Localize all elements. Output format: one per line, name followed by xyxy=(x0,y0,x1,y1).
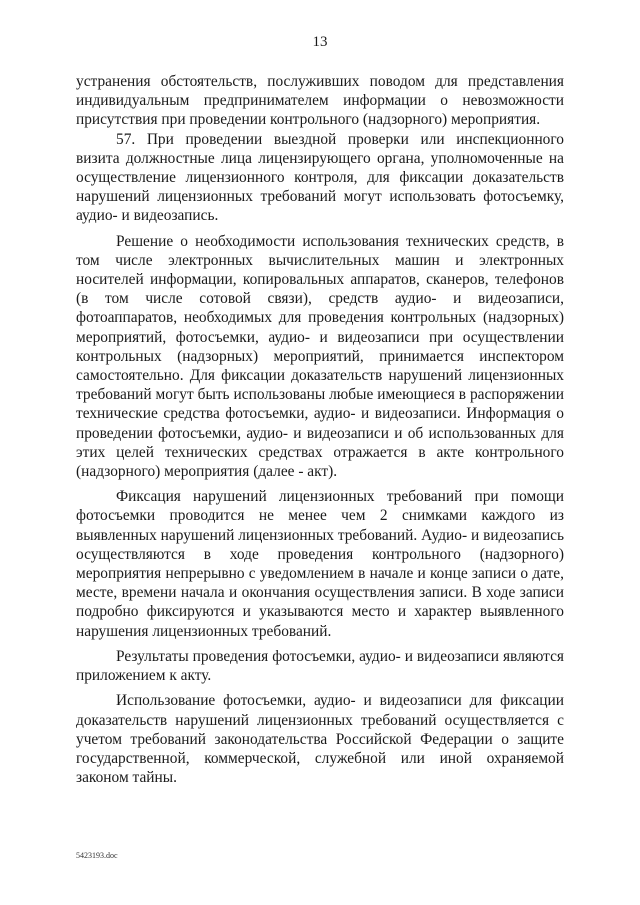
paragraph-57: 57. При проведении выездной проверки или инспекционного визита должностные лица лицензирующего органа, уполномоченные на осуществление лицензионного контроля, для фиксации доказательств нарушений лицензионных требований могут использовать фотосъемку, аудио- и видеозапись. xyxy=(76,130,564,225)
paragraph-technical-means-decision: Решение о необходимости использования технических средств, в том числе электронных вычислительных машин и электронных носителей информации, копировальных аппаратов, сканеров, телефонов (в том числе сотовой связи), средств аудио- и видеозаписи, фотоаппаратов, необходимых для проведения контрольных (надзорных) мероприятий, фотосъемки, аудио- и видеозаписи при осуществлении контрольных (надзорных) мероприятий, принимается инспектором самостоятельно. Для фиксации доказательств нарушений лицензионных требований могут быть использованы любые имеющиеся в распоряжении технические средства фотосъемки, аудио- и видеозаписи. Информация о проведении фотосъемки, аудио- и видеозаписи и об использованных для этих целей технических средствах отражается в акте контрольного (надзорного) мероприятия (далее - акт). xyxy=(76,232,564,481)
paragraph-results-attachment: Результаты проведения фотосъемки, аудио- и видеозаписи являются приложением к акту. xyxy=(76,647,564,685)
paragraph-continuation: устранения обстоятельств, послуживших поводом для представления индивидуальным предпринимателем информации о невозможности присутствия при проведении контрольного (надзорного) мероприятия. xyxy=(76,73,564,129)
document-body xyxy=(76,72,564,787)
page-number: 13 xyxy=(312,34,328,50)
paragraph-secrecy-requirements: Использование фотосъемки, аудио- и видеозаписи для фиксации доказательств нарушений лицензионных требований осуществляется с учетом требований законодательства Российской Федерации о защите государственной, коммерческой, служебной или иной охраняемой законом тайны. xyxy=(76,692,564,787)
footer-filename: 5423193.doc xyxy=(76,851,118,860)
paragraph-photo-fixation: Фиксация нарушений лицензионных требований при помощи фотосъемки проводится не менее чем 2 снимками каждого из выявленных нарушений лицензионных требований. Аудио- и видеозапись осуществляются в ходе проведения контрольного (надзорного) мероприятия непрерывно с уведомлением в начале и конце записи о дате, месте, времени начала и окончания осуществления записи. В ходе записи подробно фиксируются и указываются место и характер выявленного нарушения лицензионных требований. xyxy=(76,488,564,640)
